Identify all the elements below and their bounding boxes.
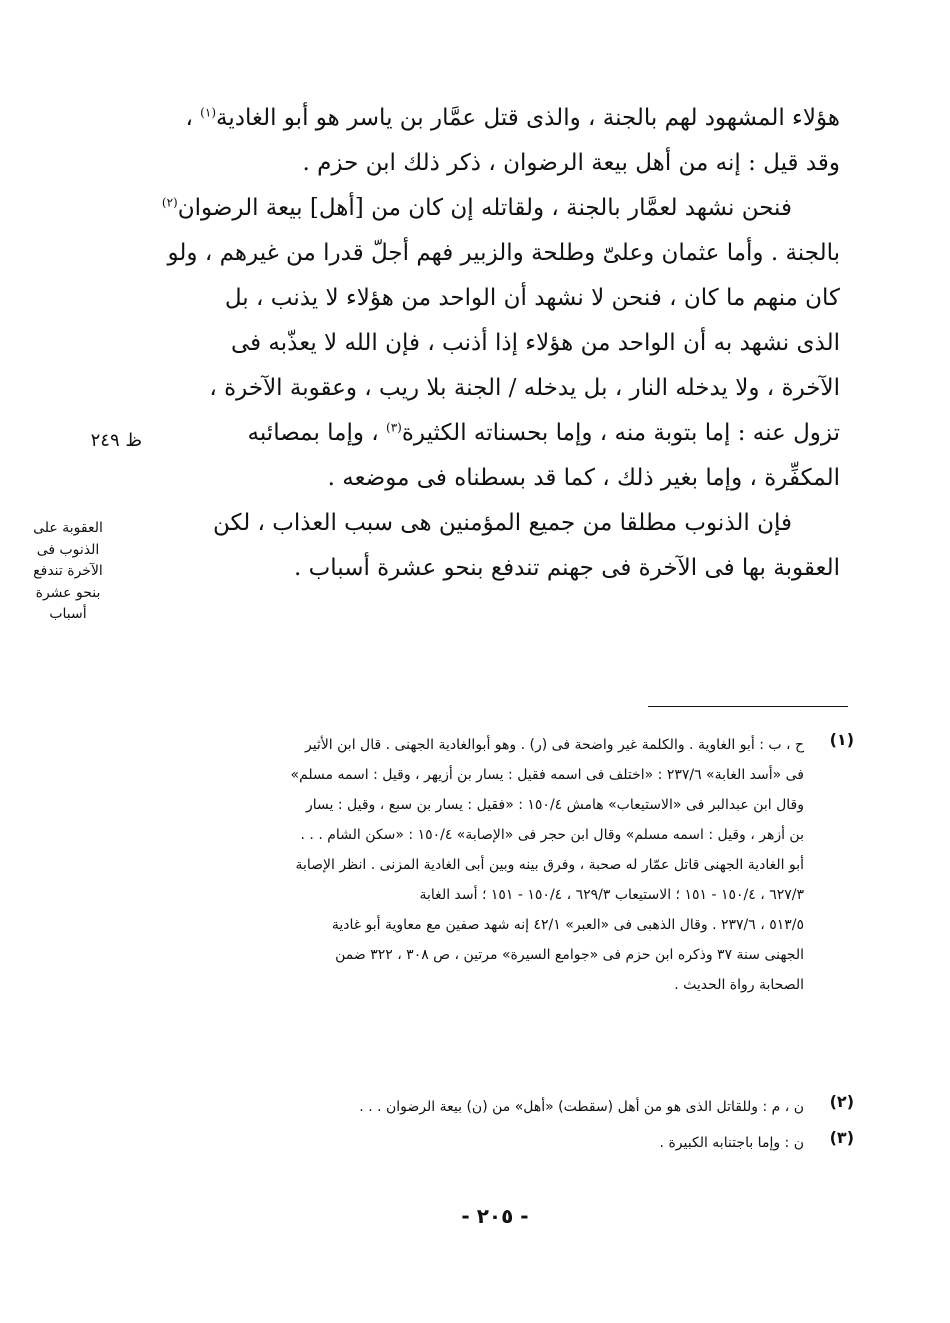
margin-note-line: العقوبة على <box>33 520 103 536</box>
body-line: بالجنة . وأما عثمان وعلىّ وطلحة والزبير فهم أجلّ قدرا من غيرهم ، ولو <box>167 240 840 266</box>
footnote-line: بن أزهر ، وقيل : اسمه مسلم» وقال ابن حجر فى «الإصابة» ١٥٠/٤ : «سكن الشام . . . <box>300 827 804 843</box>
margin-note-line: أسباب <box>49 606 87 622</box>
footnote-number: (٢) <box>829 1092 854 1111</box>
footnote-number: (٣) <box>829 1128 854 1147</box>
footnote-ref[interactable]: (١) <box>200 105 216 120</box>
margin-note-line: بنحو عشرة <box>35 584 101 601</box>
footnote-line: الجهنى سنة ٣٧ وذكره ابن حزم فى «جوامع السيرة» مرتين ، ص ٣٠٨ ، ٣٢٢ ضمن <box>335 947 804 963</box>
body-line: تزول عنه : إما بتوبة منه ، وإما بحسناته الكثيرة$^{(٣)}$ ، وإما بمصائبه <box>247 420 840 446</box>
margin-note <box>18 518 118 626</box>
body-line: هؤلاء المشهود لهم بالجنة ، والذى قتل عمَّار بن ياسر هو أبو الغادية$^{(١)}$ ، <box>185 105 840 131</box>
body-line: الآخرة ، ولا يدخله النار ، بل يدخله / الجنة بلا ريب ، وعقوبة الآخرة ، <box>209 375 840 401</box>
manuscript-folio-marker: ظ ٢٤٩ <box>90 430 142 451</box>
footnote-3 <box>134 1128 854 1158</box>
footnote-ref[interactable]: (٣) <box>386 420 402 435</box>
footnote-line: أبو الغادية الجهنى قاتل عمّار له صحبة ، وفرق بينه وبين أبى الغادية المزنى . انظر الإصابة <box>295 857 804 873</box>
footnote-2 <box>134 1092 854 1122</box>
body-line: الذى نشهد به أن الواحد من هؤلاء إذا أذنب ، فإن الله لا يعذّبه فى <box>230 330 840 356</box>
footnote-separator <box>648 706 848 707</box>
page-number: - ٢٠٥ - <box>461 1204 529 1228</box>
footnote-1 <box>134 730 854 1000</box>
body-line: كان منهم ما كان ، فنحن لا نشهد أن الواحد من هؤلاء لا يذنب ، بل <box>224 285 840 311</box>
footnote-line: فى «أسد الغابة» ٢٣٧/٦ : «اختلف فى اسمه فقيل : يسار بن أزيهر ، وقيل : اسمه مسلم» <box>290 767 804 783</box>
footnote-line: ح ، ب : أبو الغاوية . والكلمة غير واضحة فى (ر) . وهو أبوالغادية الجهنى . قال ابن الأثير <box>304 737 804 753</box>
footnote-line: ن : وإما باجتنابه الكبيرة . <box>659 1135 804 1151</box>
footnote-line: وقال ابن عبدالبر فى «الاستيعاب» هامش ١٥٠/٤ : «فقيل : يسار بن سبع ، وقيل : يسار <box>305 797 804 813</box>
footnote-line: ٦٢٧/٣ ، ١٥٠/٤ - ١٥١ ؛ الاستيعاب ٦٢٩/٣ ، ١٥٠/٤ - ١٥١ ؛ أسد الغابة <box>419 887 804 903</box>
body-line: وقد قيل : إنه من أهل بيعة الرضوان ، ذكر ذلك ابن حزم . <box>302 150 840 176</box>
body-line: فنحن نشهد لعمَّار بالجنة ، ولقاتله إن كان من [أهل] بيعة الرضوان$^{(٢)}$ <box>161 195 792 221</box>
body-line: فإن الذنوب مطلقا من جميع المؤمنين هى سبب العذاب ، لكن <box>212 510 792 536</box>
footnote-number: (١) <box>829 730 854 749</box>
main-text <box>140 96 840 591</box>
margin-note-line: الآخرة تندفع <box>33 563 103 579</box>
footnote-line: ٥١٣/٥ ، ٢٣٧/٦ . وقال الذهبى فى «العبر» ٤٢/١ إنه شهد صفين مع معاوية أبو غادية <box>331 917 804 933</box>
body-line: المكفِّرة ، وإما بغير ذلك ، كما قد بسطناه فى موضعه . <box>327 465 840 491</box>
body-line: العقوبة بها فى الآخرة فى جهنم تندفع بنحو عشرة أسباب . <box>293 555 840 581</box>
footnote-ref[interactable]: (٢) <box>161 195 178 210</box>
footnote-line: ن ، م : وللقاتل الذى هو من أهل (سقطت) «أهل» من (ن) بيعة الرضوان . . . <box>359 1099 804 1115</box>
margin-note-line: الذنوب فى <box>36 541 100 558</box>
footnote-line: الصحابة رواة الحديث . <box>674 977 804 993</box>
